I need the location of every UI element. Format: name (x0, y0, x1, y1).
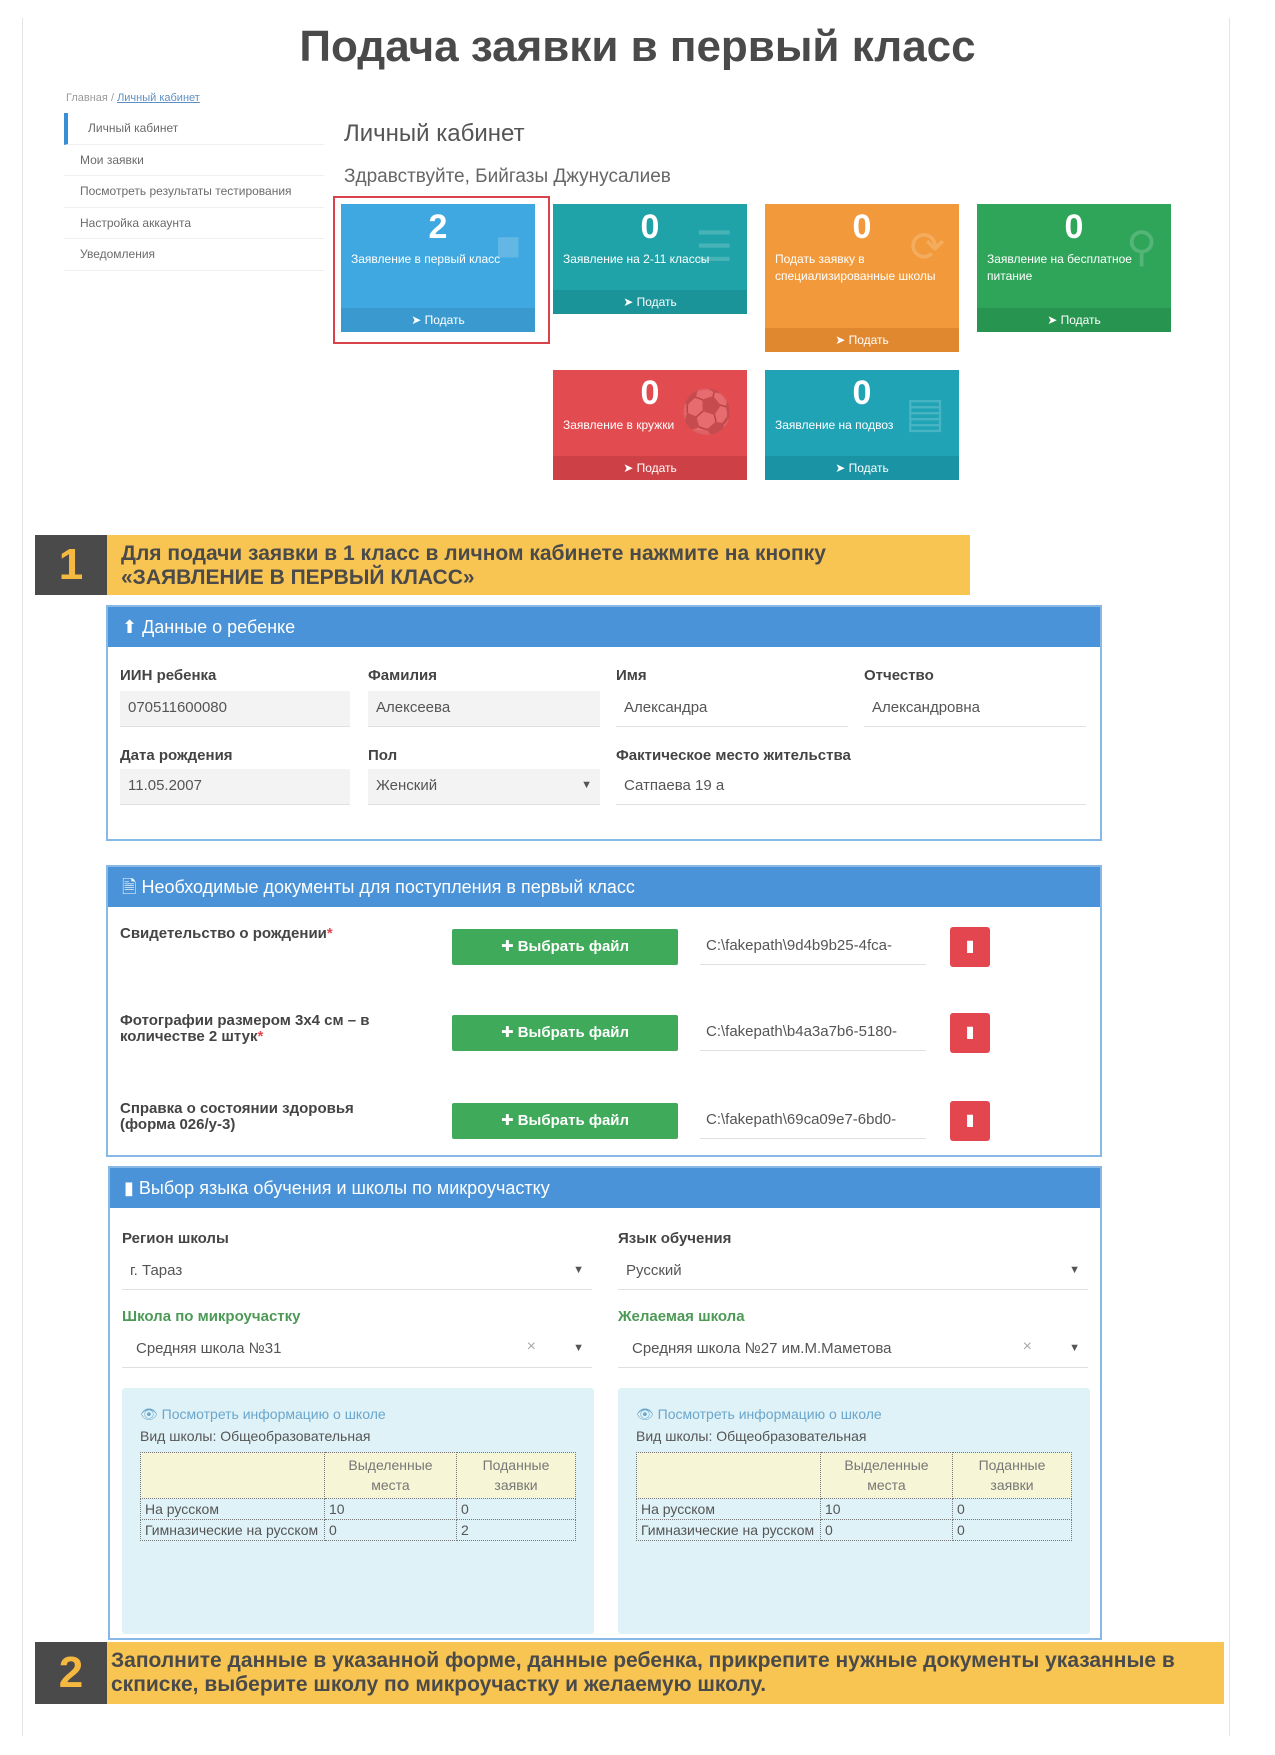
surname-field[interactable]: Алексеева (368, 691, 600, 727)
table-row: Гимназические на русском 0 0 (637, 1519, 1072, 1540)
region-select[interactable] (122, 1254, 592, 1290)
language-label: Язык обучения (618, 1230, 732, 1247)
step-1-instruction: Для подачи заявки в 1 класс в личном кабинете нажмите на кнопку «ЗАЯВЛЕНИЕ В ПЕРВЫЙ КЛАСС» (107, 535, 970, 595)
choose-file-button[interactable] (452, 929, 678, 965)
tile-submit-button[interactable] (765, 328, 959, 352)
places-table (636, 1452, 1072, 1541)
school-selection-header (110, 1168, 1100, 1208)
micro-school-value: Средняя школа №31 (136, 1340, 282, 1357)
chevron-down-icon: ▼ (573, 1264, 584, 1276)
address-label: Фактическое место жительства (616, 747, 851, 764)
upload-icon: ⬆ (122, 617, 138, 637)
region-value: г. Тараз (130, 1262, 183, 1279)
person-icon: ■ (495, 222, 521, 269)
tile-label: Заявление на подвоз (775, 418, 894, 432)
sex-value: Женский (376, 777, 438, 794)
refresh-icon: ⟳ (909, 223, 945, 270)
sidebar (64, 113, 324, 271)
view-school-info-link[interactable]: 👁 Посмотреть информацию о школе (140, 1406, 386, 1422)
choose-file-button[interactable] (452, 1103, 678, 1139)
school-type: Вид школы: Общеобразовательная (636, 1428, 867, 1444)
child-data-header (108, 607, 1100, 647)
name-field[interactable]: Александра (616, 691, 848, 727)
tile-label: Заявление на 2-11 классы (563, 252, 710, 266)
file-path-field[interactable]: C:\fakepath\9d4b9b25-4fca- (700, 929, 926, 965)
send-icon: ➤ (835, 461, 846, 475)
sidebar-item-cabinet[interactable]: Личный кабинет (64, 113, 324, 145)
eye-icon: 👁 (140, 1406, 158, 1422)
school-selection-panel (108, 1166, 1102, 1640)
chevron-down-icon: ▼ (573, 1342, 584, 1354)
birth-date-field[interactable]: 11.05.2007 (120, 769, 350, 805)
view-school-info-link[interactable]: 👁 Посмотреть информацию о школе (636, 1406, 882, 1422)
plus-icon: ✚ (500, 938, 514, 955)
fork-icon: ⚲ (1126, 223, 1157, 270)
tile-label: Заявление в первый класс (351, 252, 501, 266)
tile-submit-label: Подать (636, 461, 677, 475)
trash-icon: ▮ (965, 938, 975, 955)
step-2-number: 2 (35, 1642, 107, 1704)
birth-date-label: Дата рождения (120, 747, 233, 764)
surname-label: Фамилия (368, 667, 437, 684)
file-icon: 🗎 (122, 877, 137, 897)
clear-icon[interactable]: × (1022, 1338, 1032, 1355)
book-icon: ▮ (124, 1178, 134, 1198)
col-places: Выделенные места (325, 1453, 457, 1499)
breadcrumb-current[interactable]: Личный кабинет (117, 92, 200, 104)
tile-submit-button[interactable] (341, 308, 535, 332)
tile-submit-button[interactable] (765, 456, 959, 480)
sidebar-item-test-results[interactable]: Посмотреть результаты тестирования (64, 176, 324, 208)
file-path-field[interactable]: C:\fakepath\69ca09e7-6bd0- (700, 1103, 926, 1139)
delete-file-button[interactable] (950, 927, 990, 967)
plus-icon: ✚ (500, 1112, 514, 1129)
trash-icon: ▮ (965, 1024, 975, 1041)
tile-transport[interactable] (765, 370, 959, 480)
language-value: Русский (626, 1262, 682, 1279)
choose-file-label: Выбрать файл (517, 938, 630, 955)
language-select[interactable] (618, 1254, 1088, 1290)
col-apps: Поданные заявки (953, 1453, 1072, 1499)
address-field[interactable]: Сатпаева 19 а (616, 769, 1086, 805)
tile-submit-label: Подать (848, 461, 889, 475)
documents-header (108, 867, 1100, 907)
breadcrumb-home[interactable]: Главная (66, 92, 108, 104)
send-icon: ➤ (835, 333, 846, 347)
tile-count: 0 (640, 374, 660, 412)
send-icon: ➤ (411, 313, 422, 327)
tile-label: Заявление в кружки (563, 418, 675, 432)
eye-icon: 👁 (636, 1406, 654, 1422)
file-path-field[interactable]: C:\fakepath\b4a3a7b6-5180- (700, 1015, 926, 1051)
sidebar-item-account-settings[interactable]: Настройка аккаунта (64, 208, 324, 240)
page-title: Подача заявки в первый класс (299, 22, 976, 71)
required-mark: * (257, 1027, 264, 1045)
tile-count: 2 (428, 208, 448, 246)
chevron-down-icon: ▼ (1069, 1342, 1080, 1354)
child-data-panel (106, 605, 1102, 841)
tile-label: Заявление на бесплатное питание (987, 252, 1132, 284)
wish-school-select[interactable] (618, 1332, 1088, 1368)
tile-specialized-schools[interactable] (765, 204, 959, 352)
stack-icon: ☰ (695, 223, 733, 270)
delete-file-button[interactable] (950, 1013, 990, 1053)
tile-submit-button[interactable] (553, 456, 747, 480)
documents-panel (106, 865, 1102, 1157)
breadcrumb-separator: / (110, 92, 114, 104)
plus-icon: ✚ (500, 1024, 514, 1041)
iin-field[interactable]: 070511600080 (120, 691, 350, 727)
patronymic-field[interactable]: Александровна (864, 691, 1086, 727)
tile-label: Подать заявку в специализированные школы (775, 252, 936, 284)
ball-icon: ⚽ (680, 388, 733, 435)
choose-file-label: Выбрать файл (517, 1112, 630, 1129)
patronymic-label: Отчество (864, 667, 934, 684)
micro-school-info (122, 1388, 594, 1634)
places-table (140, 1452, 576, 1541)
wish-school-label: Желаемая школа (618, 1308, 745, 1325)
table-row: Гимназические на русском 0 2 (141, 1519, 576, 1540)
child-data-title: Данные о ребенке (142, 617, 296, 637)
iin-label: ИИН ребенка (120, 667, 217, 684)
doc-photo-label: Фотографии размером 3x4 см – в количестве 2 штук* (120, 1012, 370, 1045)
sidebar-item-my-applications[interactable]: Мои заявки (64, 145, 324, 177)
tile-grades-2-11[interactable] (553, 204, 747, 314)
school-type: Вид школы: Общеобразовательная (140, 1428, 371, 1444)
wish-school-value: Средняя школа №27 им.М.Маметова (632, 1340, 892, 1357)
chevron-down-icon: ▼ (1069, 1264, 1080, 1276)
name-label: Имя (616, 667, 647, 684)
micro-school-select[interactable] (122, 1332, 592, 1368)
tile-count: 0 (1064, 208, 1084, 246)
cabinet-greeting: Здравствуйте, Бийгазы Джунусалиев (344, 166, 671, 187)
tile-first-grade[interactable] (341, 204, 535, 332)
step-2-instruction: Заполните данные в указанной форме, данные ребенка, прикрепите нужные документы указанные в скписке, выберите школу по микроучастку и желаемую школу. (107, 1642, 1224, 1704)
region-label: Регион школы (122, 1230, 229, 1247)
school-selection-title: Выбор языка обучения и школы по микроучастку (138, 1178, 550, 1198)
sex-label: Пол (368, 747, 398, 764)
micro-school-label: Школа по микроучастку (122, 1308, 301, 1325)
doc-health-label: Справка о состоянии здоровья (форма 026/у-3) (120, 1100, 354, 1133)
tile-submit-button[interactable] (553, 290, 747, 314)
bus-icon: ▤ (905, 389, 945, 436)
clear-icon[interactable]: × (526, 1338, 536, 1355)
tile-count: 0 (852, 208, 872, 246)
tile-submit-label: Подать (636, 295, 677, 309)
cabinet-title: Личный кабинет (344, 120, 525, 147)
sex-select[interactable] (368, 769, 600, 805)
doc-birth-cert-label: Свидетельство о рождении* (120, 925, 333, 942)
breadcrumb (66, 92, 200, 104)
tile-submit-button[interactable] (977, 308, 1171, 332)
tile-submit-label: Подать (1060, 313, 1101, 327)
trash-icon: ▮ (965, 1112, 975, 1129)
choose-file-button[interactable] (452, 1015, 678, 1051)
send-icon: ➤ (623, 461, 634, 475)
chevron-down-icon: ▼ (581, 779, 592, 791)
wish-school-info (618, 1388, 1090, 1634)
tile-submit-label: Подать (424, 313, 465, 327)
table-row: На русском 10 0 (141, 1498, 576, 1519)
tile-count: 0 (640, 208, 660, 246)
step-1-number: 1 (35, 535, 107, 595)
required-mark: * (326, 925, 333, 942)
col-places: Выделенные места (821, 1453, 953, 1499)
col-apps: Поданные заявки (457, 1453, 576, 1499)
table-row: На русском 10 0 (637, 1498, 1072, 1519)
tile-free-meals[interactable] (977, 204, 1171, 332)
tile-clubs[interactable] (553, 370, 747, 480)
tile-count: 0 (852, 374, 872, 412)
send-icon: ➤ (623, 295, 634, 309)
documents-title: Необходимые документы для поступления в первый класс (141, 877, 635, 897)
choose-file-label: Выбрать файл (517, 1024, 630, 1041)
tile-submit-label: Подать (848, 333, 889, 347)
delete-file-button[interactable] (950, 1101, 990, 1141)
sidebar-item-notifications[interactable]: Уведомления (64, 239, 324, 271)
send-icon: ➤ (1047, 313, 1058, 327)
